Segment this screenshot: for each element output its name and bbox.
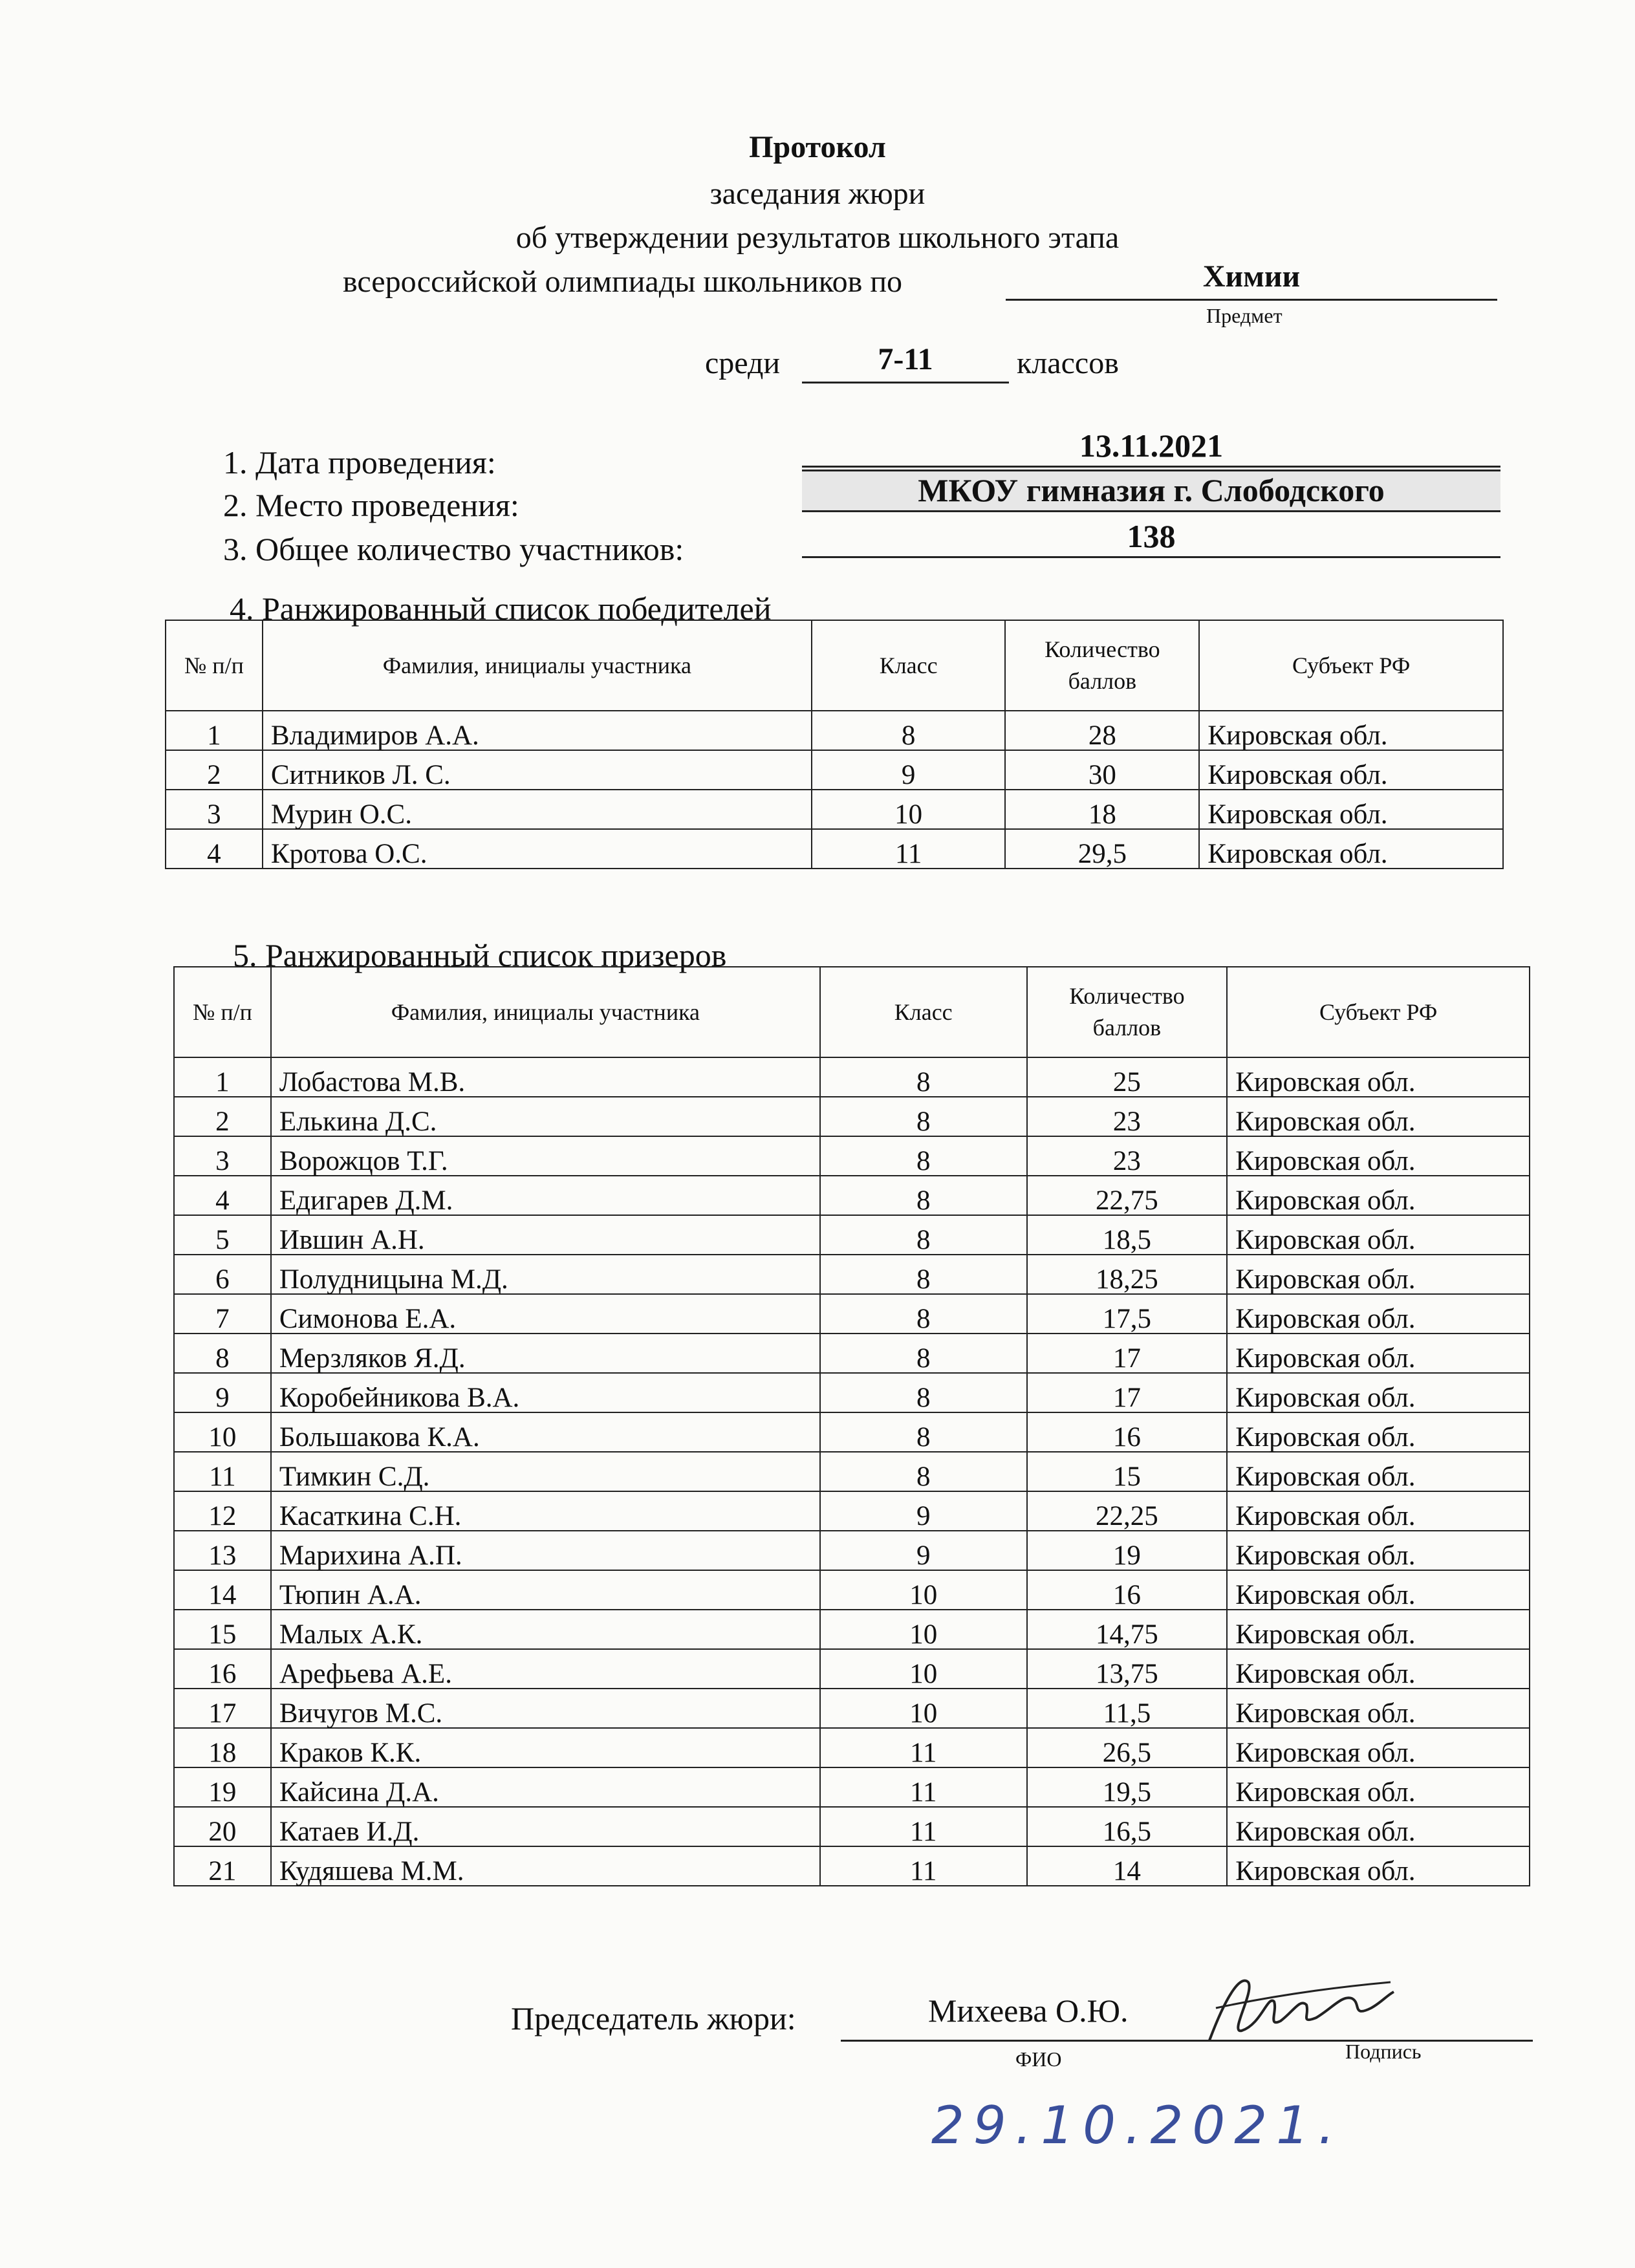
table-row bbox=[174, 1136, 1530, 1176]
grade-cell: 8 bbox=[820, 1334, 1027, 1373]
table-row bbox=[174, 1846, 1530, 1886]
row-number: 19 bbox=[174, 1767, 271, 1807]
table-row bbox=[174, 1057, 1530, 1097]
table-row bbox=[174, 1334, 1530, 1373]
row-number: 4 bbox=[174, 1176, 271, 1215]
participant-name: Кудяшева М.М. bbox=[271, 1846, 820, 1886]
handwritten-signature-icon bbox=[1203, 1963, 1397, 2053]
score-cell: 18 bbox=[1005, 790, 1199, 829]
table-row bbox=[174, 1176, 1530, 1215]
region-cell: Кировская обл. bbox=[1227, 1767, 1530, 1807]
row-number: 11 bbox=[174, 1452, 271, 1491]
column-header: Количество баллов bbox=[1027, 967, 1228, 1057]
score-cell: 11,5 bbox=[1027, 1689, 1228, 1728]
winners-table bbox=[165, 620, 1504, 869]
region-cell: Кировская обл. bbox=[1199, 790, 1503, 829]
participant-name: Мурин О.С. bbox=[263, 790, 812, 829]
grade-cell: 10 bbox=[820, 1649, 1027, 1689]
winners-heading: 4. Ранжированный список победителей bbox=[230, 590, 772, 627]
score-cell: 16,5 bbox=[1027, 1807, 1228, 1846]
participant-name: Лобастова М.В. bbox=[271, 1057, 820, 1097]
participant-name: Полудницына М.Д. bbox=[271, 1255, 820, 1294]
grade-cell: 10 bbox=[820, 1570, 1027, 1610]
row-number: 8 bbox=[174, 1334, 271, 1373]
table-row bbox=[166, 750, 1503, 790]
participant-name: Кротова О.С. bbox=[263, 829, 812, 869]
grade-cell: 10 bbox=[812, 790, 1006, 829]
region-cell: Кировская обл. bbox=[1227, 1491, 1530, 1531]
score-cell: 25 bbox=[1027, 1057, 1228, 1097]
place-value: МКОУ гимназия г. Слободского bbox=[802, 470, 1500, 512]
table-header-row bbox=[166, 620, 1503, 711]
table-header-row bbox=[174, 967, 1530, 1057]
participant-name: Большакова К.А. bbox=[271, 1412, 820, 1452]
score-cell: 29,5 bbox=[1005, 829, 1199, 869]
date-value: 13.11.2021 bbox=[802, 427, 1500, 468]
row-number: 21 bbox=[174, 1846, 271, 1886]
chair-name: Михеева О.Ю. bbox=[928, 1993, 1129, 2029]
region-cell: Кировская обл. bbox=[1227, 1136, 1530, 1176]
region-cell: Кировская обл. bbox=[1227, 1255, 1530, 1294]
score-cell: 14 bbox=[1027, 1846, 1228, 1886]
participant-name: Владимиров А.А. bbox=[263, 711, 812, 750]
row-number: 20 bbox=[174, 1807, 271, 1846]
score-cell: 22,25 bbox=[1027, 1491, 1228, 1531]
score-cell: 28 bbox=[1005, 711, 1199, 750]
score-cell: 26,5 bbox=[1027, 1728, 1228, 1767]
table-row bbox=[166, 790, 1503, 829]
score-cell: 30 bbox=[1005, 750, 1199, 790]
participant-name: Коробейникова В.А. bbox=[271, 1373, 820, 1412]
table-row bbox=[174, 1807, 1530, 1846]
score-cell: 13,75 bbox=[1027, 1649, 1228, 1689]
region-cell: Кировская обл. bbox=[1227, 1728, 1530, 1767]
row-number: 16 bbox=[174, 1649, 271, 1689]
table-row bbox=[166, 829, 1503, 869]
score-cell: 17,5 bbox=[1027, 1294, 1228, 1334]
handwritten-date: 29.10.2021. bbox=[931, 2095, 1344, 2155]
grade-cell: 11 bbox=[820, 1767, 1027, 1807]
region-cell: Кировская обл. bbox=[1227, 1610, 1530, 1649]
participant-name: Ившин А.Н. bbox=[271, 1215, 820, 1255]
row-number: 7 bbox=[174, 1294, 271, 1334]
row-number: 3 bbox=[174, 1136, 271, 1176]
participant-name: Мерзляков Я.Д. bbox=[271, 1334, 820, 1373]
table-row bbox=[174, 1689, 1530, 1728]
region-cell: Кировская обл. bbox=[1227, 1531, 1530, 1570]
row-number: 2 bbox=[174, 1097, 271, 1136]
grade-cell: 11 bbox=[820, 1728, 1027, 1767]
table-row bbox=[174, 1412, 1530, 1452]
subject-field bbox=[1006, 259, 1497, 301]
grade-cell: 9 bbox=[812, 750, 1006, 790]
count-value: 138 bbox=[802, 517, 1500, 558]
column-header: № п/п bbox=[174, 967, 271, 1057]
region-cell: Кировская обл. bbox=[1227, 1846, 1530, 1886]
row-number: 17 bbox=[174, 1689, 271, 1728]
region-cell: Кировская обл. bbox=[1227, 1807, 1530, 1846]
region-cell: Кировская обл. bbox=[1227, 1649, 1530, 1689]
region-cell: Кировская обл. bbox=[1227, 1373, 1530, 1412]
region-cell: Кировская обл. bbox=[1199, 750, 1503, 790]
region-cell: Кировская обл. bbox=[1227, 1452, 1530, 1491]
row-number: 18 bbox=[174, 1728, 271, 1767]
table-row bbox=[174, 1373, 1530, 1412]
score-cell: 23 bbox=[1027, 1136, 1228, 1176]
row-number: 14 bbox=[174, 1570, 271, 1610]
participant-name: Вичугов М.С. bbox=[271, 1689, 820, 1728]
grade-cell: 8 bbox=[820, 1215, 1027, 1255]
title-line-1: заседания жюри bbox=[709, 177, 926, 211]
table-row bbox=[174, 1491, 1530, 1531]
chair-label: Председатель жюри: bbox=[511, 2000, 796, 2036]
score-cell: 18,25 bbox=[1027, 1255, 1228, 1294]
table-row bbox=[174, 1728, 1530, 1767]
grade-cell: 8 bbox=[820, 1452, 1027, 1491]
score-cell: 16 bbox=[1027, 1570, 1228, 1610]
row-number: 4 bbox=[166, 829, 263, 869]
grade-cell: 10 bbox=[820, 1689, 1027, 1728]
title-line-2: об утверждении результатов школьного этапа bbox=[515, 221, 1120, 255]
column-header: Класс bbox=[820, 967, 1027, 1057]
participant-name: Малых А.К. bbox=[271, 1610, 820, 1649]
grade-cell: 8 bbox=[820, 1294, 1027, 1334]
row-number: 13 bbox=[174, 1531, 271, 1570]
score-cell: 15 bbox=[1027, 1452, 1228, 1491]
row-number: 12 bbox=[174, 1491, 271, 1531]
grades-suffix: классов bbox=[1017, 346, 1119, 380]
table-row bbox=[174, 1610, 1530, 1649]
row-number: 6 bbox=[174, 1255, 271, 1294]
table-row bbox=[174, 1215, 1530, 1255]
grade-cell: 11 bbox=[820, 1846, 1027, 1886]
column-header: № п/п bbox=[166, 620, 263, 711]
participant-name: Тимкин С.Д. bbox=[271, 1452, 820, 1491]
grade-cell: 9 bbox=[820, 1491, 1027, 1531]
participant-name: Марихина А.П. bbox=[271, 1531, 820, 1570]
region-cell: Кировская обл. bbox=[1227, 1334, 1530, 1373]
region-cell: Кировская обл. bbox=[1227, 1689, 1530, 1728]
participant-name: Ситников Л. С. bbox=[263, 750, 812, 790]
column-header: Субъект РФ bbox=[1227, 967, 1530, 1057]
column-header: Класс bbox=[812, 620, 1006, 711]
date-label: 1. Дата проведения: bbox=[223, 444, 496, 481]
table-row bbox=[174, 1452, 1530, 1491]
region-cell: Кировская обл. bbox=[1199, 829, 1503, 869]
row-number: 1 bbox=[166, 711, 263, 750]
grade-cell: 11 bbox=[820, 1807, 1027, 1846]
grades-field bbox=[802, 341, 1009, 383]
table-row bbox=[174, 1767, 1530, 1807]
grade-cell: 8 bbox=[820, 1097, 1027, 1136]
place-label: 2. Место проведения: bbox=[223, 487, 519, 523]
participant-name: Катаев И.Д. bbox=[271, 1807, 820, 1846]
row-number: 1 bbox=[174, 1057, 271, 1097]
signature-caption: Подпись bbox=[1345, 2040, 1422, 2063]
grade-cell: 8 bbox=[820, 1412, 1027, 1452]
grade-cell: 8 bbox=[820, 1255, 1027, 1294]
participant-name: Кайсина Д.А. bbox=[271, 1767, 820, 1807]
count-label: 3. Общее количество участников: bbox=[223, 531, 684, 567]
score-cell: 23 bbox=[1027, 1097, 1228, 1136]
region-cell: Кировская обл. bbox=[1199, 711, 1503, 750]
participant-name: Касаткина С.Н. bbox=[271, 1491, 820, 1531]
column-header: Фамилия, инициалы участника bbox=[271, 967, 820, 1057]
table-row bbox=[174, 1255, 1530, 1294]
participant-name: Ворожцов Т.Г. bbox=[271, 1136, 820, 1176]
row-number: 9 bbox=[174, 1373, 271, 1412]
region-cell: Кировская обл. bbox=[1227, 1570, 1530, 1610]
participant-name: Едигарев Д.М. bbox=[271, 1176, 820, 1215]
score-cell: 14,75 bbox=[1027, 1610, 1228, 1649]
row-number: 2 bbox=[166, 750, 263, 790]
participant-name: Краков К.К. bbox=[271, 1728, 820, 1767]
score-cell: 19 bbox=[1027, 1531, 1228, 1570]
score-cell: 19,5 bbox=[1027, 1767, 1228, 1807]
column-header: Фамилия, инициалы участника bbox=[263, 620, 812, 711]
score-cell: 22,75 bbox=[1027, 1176, 1228, 1215]
row-number: 5 bbox=[174, 1215, 271, 1255]
table-row bbox=[174, 1097, 1530, 1136]
region-cell: Кировская обл. bbox=[1227, 1176, 1530, 1215]
page-title: Протокол bbox=[749, 130, 886, 164]
row-number: 3 bbox=[166, 790, 263, 829]
region-cell: Кировская обл. bbox=[1227, 1412, 1530, 1452]
table-row bbox=[174, 1649, 1530, 1689]
score-cell: 17 bbox=[1027, 1334, 1228, 1373]
grades-value: 7-11 bbox=[878, 342, 933, 376]
grade-cell: 8 bbox=[812, 711, 1006, 750]
table-row bbox=[174, 1294, 1530, 1334]
table-row bbox=[174, 1570, 1530, 1610]
region-cell: Кировская обл. bbox=[1227, 1294, 1530, 1334]
grades-prefix: среди bbox=[705, 346, 781, 380]
prizes-heading: 5. Ранжированный список призеров bbox=[233, 937, 727, 973]
subject-value: Химии bbox=[1202, 259, 1301, 294]
prizes-table bbox=[173, 966, 1530, 1886]
fio-caption: ФИО bbox=[1015, 2047, 1062, 2071]
score-cell: 16 bbox=[1027, 1412, 1228, 1452]
column-header: Субъект РФ bbox=[1199, 620, 1503, 711]
region-cell: Кировская обл. bbox=[1227, 1097, 1530, 1136]
grade-cell: 10 bbox=[820, 1610, 1027, 1649]
grade-cell: 8 bbox=[820, 1057, 1027, 1097]
row-number: 15 bbox=[174, 1610, 271, 1649]
grade-cell: 9 bbox=[820, 1531, 1027, 1570]
region-cell: Кировская обл. bbox=[1227, 1057, 1530, 1097]
table-row bbox=[174, 1531, 1530, 1570]
grade-cell: 11 bbox=[812, 829, 1006, 869]
score-cell: 17 bbox=[1027, 1373, 1228, 1412]
table-row bbox=[166, 711, 1503, 750]
column-header: Количество баллов bbox=[1005, 620, 1199, 711]
title-line-3: всероссийской олимпиады школьников по bbox=[343, 265, 903, 299]
participant-name: Арефьева А.Е. bbox=[271, 1649, 820, 1689]
subject-caption: Предмет bbox=[1206, 304, 1283, 327]
grade-cell: 8 bbox=[820, 1136, 1027, 1176]
grade-cell: 8 bbox=[820, 1373, 1027, 1412]
score-cell: 18,5 bbox=[1027, 1215, 1228, 1255]
participant-name: Елькина Д.С. bbox=[271, 1097, 820, 1136]
row-number: 10 bbox=[174, 1412, 271, 1452]
grade-cell: 8 bbox=[820, 1176, 1027, 1215]
region-cell: Кировская обл. bbox=[1227, 1215, 1530, 1255]
participant-name: Тюпин А.А. bbox=[271, 1570, 820, 1610]
participant-name: Симонова Е.А. bbox=[271, 1294, 820, 1334]
